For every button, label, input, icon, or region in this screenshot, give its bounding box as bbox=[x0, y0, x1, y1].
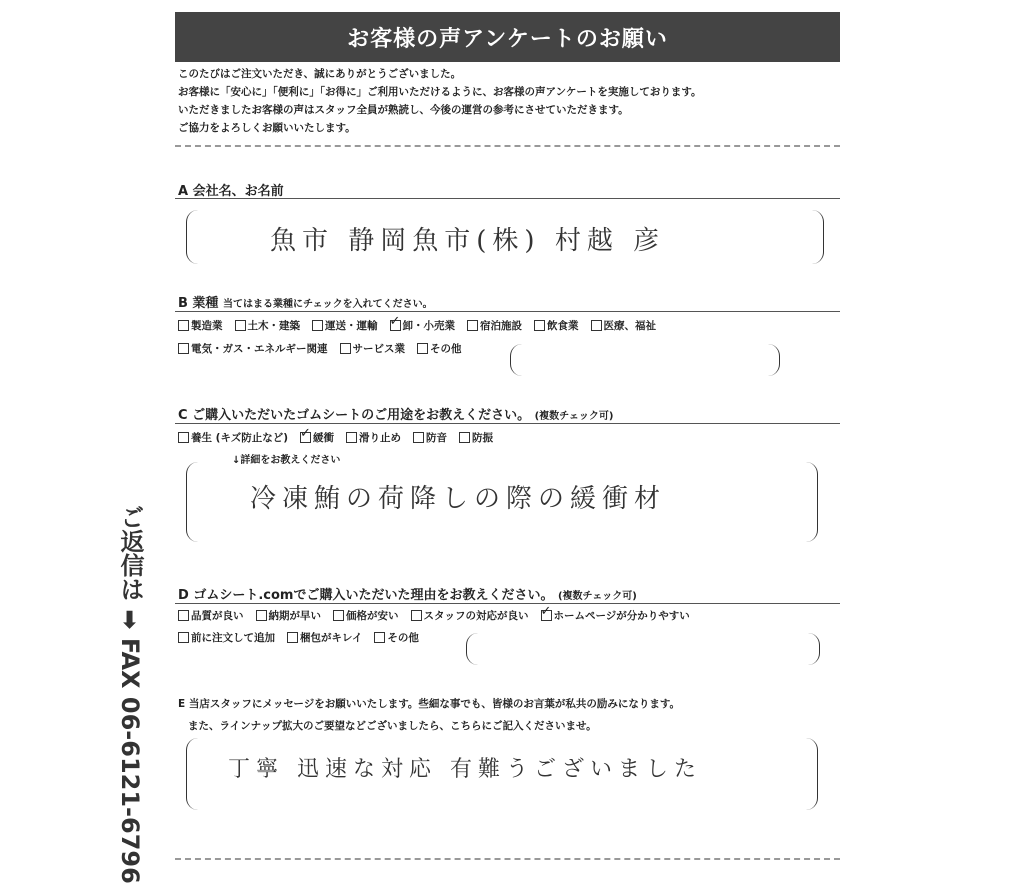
option-label: 運送・運輸 bbox=[325, 320, 378, 332]
checkbox[interactable] bbox=[235, 320, 246, 331]
option-label: 防音 bbox=[426, 432, 448, 444]
checkbox-option[interactable] bbox=[374, 630, 419, 645]
checkbox-option[interactable] bbox=[178, 318, 223, 333]
checkbox-option[interactable] bbox=[287, 630, 362, 645]
option-label: 製造業 bbox=[191, 320, 223, 332]
detail-note: ↓詳細をお教えください bbox=[232, 455, 341, 466]
section-b-hint: 当てはまる業種にチェックを入れてください。 bbox=[222, 299, 433, 310]
option-label: 卸・小売業 bbox=[402, 320, 455, 332]
checkbox-option[interactable] bbox=[346, 430, 401, 445]
checkbox[interactable] bbox=[333, 610, 344, 621]
checkbox[interactable] bbox=[467, 320, 478, 331]
checkbox-option[interactable] bbox=[541, 608, 690, 623]
checkbox-option[interactable] bbox=[178, 630, 275, 645]
other-reason-field[interactable] bbox=[466, 633, 820, 665]
checkbox[interactable] bbox=[374, 632, 385, 643]
checkbox[interactable] bbox=[459, 432, 470, 443]
option-label: 防振 bbox=[472, 432, 494, 444]
checkbox[interactable] bbox=[534, 320, 545, 331]
option-label: 電気・ガス・エネルギー関連 bbox=[191, 343, 328, 355]
checkbox-option[interactable] bbox=[235, 318, 301, 333]
checkbox[interactable] bbox=[178, 432, 189, 443]
intro-line: ご協力をよろしくお願いいたします。 bbox=[178, 122, 356, 134]
checkbox[interactable] bbox=[390, 320, 401, 331]
checkbox-option[interactable] bbox=[411, 608, 529, 623]
other-industry-field[interactable] bbox=[510, 344, 780, 376]
option-label: サービス業 bbox=[352, 343, 405, 355]
option-label: 価格が安い bbox=[346, 610, 399, 622]
checkbox-option[interactable] bbox=[300, 430, 334, 445]
checkbox[interactable] bbox=[178, 610, 189, 621]
option-label: 品質が良い bbox=[191, 610, 244, 622]
checkbox[interactable] bbox=[287, 632, 298, 643]
checkbox[interactable] bbox=[340, 343, 351, 354]
option-label: 滑り止め bbox=[359, 432, 402, 444]
checkbox-option[interactable] bbox=[178, 608, 244, 623]
usage-answer: 冷凍鮪の荷降しの際の緩衝材 bbox=[250, 484, 667, 514]
checkbox[interactable] bbox=[413, 432, 424, 443]
checkbox-option[interactable] bbox=[256, 608, 322, 623]
checkbox-option[interactable] bbox=[390, 318, 456, 333]
divider bbox=[175, 198, 840, 199]
checkbox[interactable] bbox=[346, 432, 357, 443]
checkbox-option[interactable] bbox=[417, 341, 462, 356]
checkbox-option[interactable] bbox=[312, 318, 378, 333]
option-label: その他 bbox=[430, 343, 462, 355]
divider bbox=[175, 145, 840, 147]
section-c-label: C ご購入いただいたゴムシートのご用途をお教えください。 bbox=[178, 408, 531, 423]
checkbox[interactable] bbox=[300, 432, 311, 443]
option-label: 緩衝 bbox=[313, 432, 335, 444]
option-label: その他 bbox=[387, 632, 419, 644]
checkbox-option[interactable] bbox=[333, 608, 399, 623]
multi-check-note: (複数チェック可) bbox=[557, 591, 637, 602]
checkbox-option[interactable] bbox=[178, 430, 288, 445]
option-label: 土木・建築 bbox=[247, 320, 300, 332]
checkbox[interactable] bbox=[178, 343, 189, 354]
checkbox[interactable] bbox=[312, 320, 323, 331]
fax-reply-note: ご返信は ➡ FAX 06-6121-6796 bbox=[116, 505, 144, 884]
checkbox[interactable] bbox=[541, 610, 552, 621]
checkbox-option[interactable] bbox=[340, 341, 406, 356]
divider bbox=[175, 311, 840, 312]
checkbox-option[interactable] bbox=[459, 430, 493, 445]
multi-check-note: (複数チェック可) bbox=[534, 411, 614, 422]
option-label: 医療、福祉 bbox=[603, 320, 656, 332]
option-label: 梱包がキレイ bbox=[300, 632, 363, 644]
checkbox-option[interactable] bbox=[534, 318, 579, 333]
section-d-label: D ゴムシート.comでご購入いただいた理由をお教えください。 bbox=[178, 588, 554, 603]
checkbox[interactable] bbox=[178, 320, 189, 331]
checkbox[interactable] bbox=[591, 320, 602, 331]
checkbox-option[interactable] bbox=[591, 318, 657, 333]
name-answer: 魚市 静岡魚市(株) 村越 彦 bbox=[270, 226, 666, 256]
option-label: スタッフの対応が良い bbox=[423, 610, 529, 622]
form-title: お客様の声アンケートのお願い bbox=[175, 12, 840, 62]
section-e-label: E 当店スタッフにメッセージをお願いいたします。些細な事でも、皆様のお言葉が私共の励みになります。 bbox=[178, 698, 681, 710]
option-label: 宿泊施設 bbox=[480, 320, 522, 332]
checkbox[interactable] bbox=[417, 343, 428, 354]
section-b-label: B 業種 bbox=[178, 296, 219, 311]
intro-line: このたびはご注文いただき、誠にありがとうございました。 bbox=[178, 68, 462, 80]
section-e-sub: また、ラインナップ拡大のご要望などございましたら、こちらにご記入くださいませ。 bbox=[188, 720, 597, 732]
checkbox-option[interactable] bbox=[413, 430, 447, 445]
divider bbox=[175, 423, 840, 424]
option-label: 飲食業 bbox=[547, 320, 579, 332]
section-a-label: A 会社名、お名前 bbox=[178, 184, 284, 199]
intro-line: お客様に「安心に」「便利に」「お得に」ご利用いただけるように、お客様の声アンケートを実施しております。 bbox=[178, 86, 702, 98]
option-label: 養生 (キズ防止など) bbox=[191, 432, 289, 444]
checkbox[interactable] bbox=[411, 610, 422, 621]
checkbox-option[interactable] bbox=[467, 318, 522, 333]
divider bbox=[175, 858, 840, 860]
checkbox[interactable] bbox=[178, 632, 189, 643]
checkbox[interactable] bbox=[256, 610, 267, 621]
message-answer: 丁寧 迅速な対応 有難うございました bbox=[228, 757, 702, 782]
option-label: 前に注文して追加 bbox=[191, 632, 275, 644]
checkbox-option[interactable] bbox=[178, 341, 328, 356]
intro-line: いただきましたお客様の声はスタッフ全員が熟読し、今後の運営の参考にさせていただきます。 bbox=[178, 104, 629, 116]
option-label: ホームページが分かりやすい bbox=[553, 610, 690, 622]
divider bbox=[175, 603, 840, 604]
option-label: 納期が早い bbox=[268, 610, 321, 622]
